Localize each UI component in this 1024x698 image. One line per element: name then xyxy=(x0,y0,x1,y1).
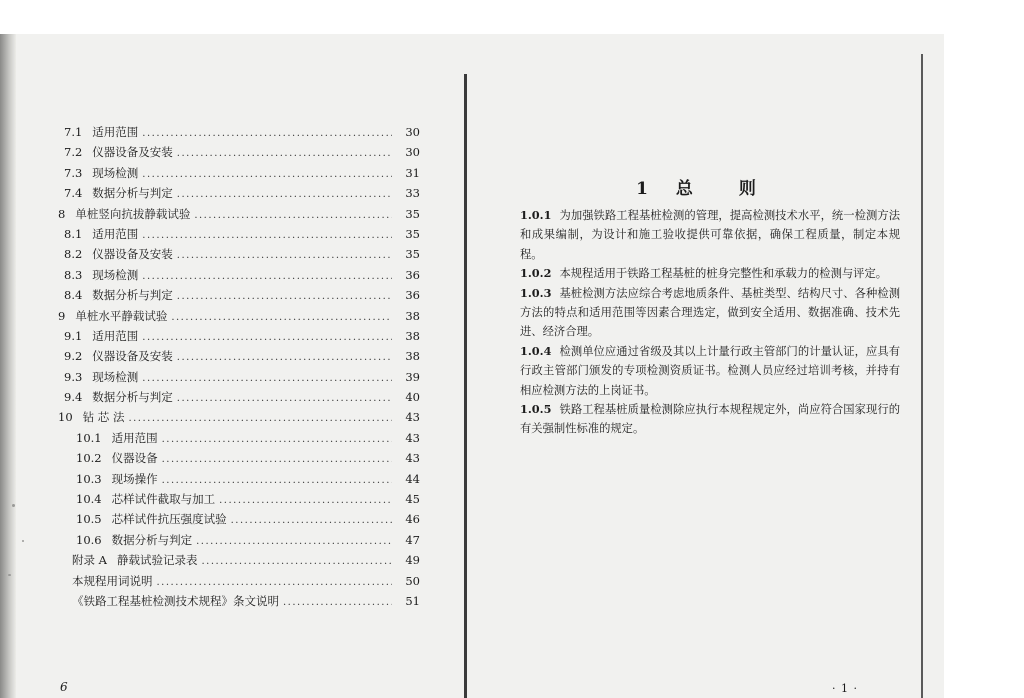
toc-entry-title: 适用范围 xyxy=(92,226,139,241)
toc-entry xyxy=(0,244,420,264)
toc-entry-number: 7.1 xyxy=(64,125,83,139)
toc-entry xyxy=(0,448,420,468)
scan-speck xyxy=(12,504,15,507)
toc-entry-number: 10.1 xyxy=(76,430,102,445)
toc-entry xyxy=(0,509,420,529)
toc-entry-page: 44 xyxy=(405,471,420,486)
clause-text: 检测单位应通过省级及其以上计量行政主管部门的计量认证，应具有行政主管部门颁发的专项检测资质证书。检测人员应经过培训考核，并持有相应检测方法的上岗证书。 xyxy=(520,344,900,397)
toc-entry-title: 适用范围 xyxy=(92,125,139,139)
left-page-number: 6 xyxy=(60,680,68,694)
toc-entry-number: 10.5 xyxy=(76,512,102,527)
toc-entry-number: 10.4 xyxy=(76,492,102,507)
toc-entry-page: 40 xyxy=(405,390,420,405)
clause-paragraph xyxy=(520,400,900,439)
toc-leader-dots xyxy=(283,593,392,613)
toc-entry-number: 附录 A xyxy=(72,553,107,568)
toc-entry xyxy=(0,224,420,244)
clause-paragraph xyxy=(520,342,900,400)
toc-entry-page: 38 xyxy=(405,308,420,323)
clause-number: 1.0.3 xyxy=(520,285,552,300)
toc-entry-page: 31 xyxy=(405,165,420,180)
toc-leader-dots xyxy=(231,511,392,531)
toc-leader-dots xyxy=(177,246,392,266)
toc-entry xyxy=(0,122,420,142)
clause-number: 1.0.4 xyxy=(520,343,552,358)
toc-entry-number: 7.2 xyxy=(64,145,83,160)
toc-entry-number: 7.4 xyxy=(64,186,83,201)
toc-leader-dots xyxy=(142,165,392,185)
toc-entry-title: 数据分析与判定 xyxy=(92,390,173,405)
toc-entry-title: 仪器设备及安装 xyxy=(92,349,173,364)
toc-entry-page: 43 xyxy=(405,430,420,445)
toc-leader-dots xyxy=(177,389,392,409)
toc-entry xyxy=(0,204,420,224)
toc-entry-title: 适用范围 xyxy=(92,328,139,343)
toc-entry xyxy=(0,407,420,427)
toc-entry-page: 46 xyxy=(405,512,420,527)
toc-leader-dots xyxy=(177,287,392,307)
toc-entry-page: 43 xyxy=(405,451,420,466)
toc-entry-page: 35 xyxy=(405,226,420,241)
chapter-title: 总 则 xyxy=(675,179,776,199)
toc-entry-page: 39 xyxy=(405,369,420,384)
toc-entry-number: 10.6 xyxy=(76,532,102,547)
toc-entry-title: 适用范围 xyxy=(111,430,158,445)
toc-entry-page: 30 xyxy=(405,125,420,139)
chapter-number: 1 xyxy=(636,179,650,199)
clause-number: 1.0.2 xyxy=(520,266,552,281)
toc-leader-dots xyxy=(142,124,392,144)
toc-entry-number: 8.1 xyxy=(64,226,83,241)
toc-entry xyxy=(0,326,420,346)
toc-entry xyxy=(0,387,420,407)
toc-entry-page: 51 xyxy=(405,593,420,608)
toc-entry-number: 9.3 xyxy=(64,369,83,384)
toc-entry-title: 仪器设备及安装 xyxy=(92,247,173,262)
toc-entry-title: 芯样试件抗压强度试验 xyxy=(111,512,227,527)
toc-entry-number: 10 xyxy=(58,410,73,425)
toc-entry-number: 9 xyxy=(58,308,66,323)
clause-list xyxy=(520,206,900,439)
toc-entry xyxy=(0,265,420,285)
toc-entry-title: 钻 芯 法 xyxy=(82,410,125,425)
toc-leader-dots xyxy=(128,409,392,429)
toc-entry xyxy=(0,591,420,611)
page-edge xyxy=(921,54,923,698)
toc-leader-dots xyxy=(219,491,392,511)
toc-entry-title: 现场检测 xyxy=(92,267,139,282)
scan-speck xyxy=(22,540,24,542)
toc-entry-title: 单桩水平静载试验 xyxy=(75,308,168,323)
toc-entry xyxy=(0,367,420,387)
toc-entry-page: 36 xyxy=(405,288,420,303)
toc-leader-dots xyxy=(142,226,392,246)
toc-entry-page: 38 xyxy=(405,328,420,343)
toc-entry-title: 现场检测 xyxy=(92,165,139,180)
toc-entry-title: 数据分析与判定 xyxy=(111,532,193,547)
toc-leader-dots xyxy=(177,348,392,368)
toc-entry-number: 10.2 xyxy=(76,451,102,466)
toc-entry xyxy=(0,285,420,305)
toc-entry xyxy=(0,469,420,489)
toc-leader-dots xyxy=(194,206,392,226)
clause-text: 本规程适用于铁路工程基桩的桩身完整性和承载力的检测与评定。 xyxy=(559,267,888,281)
toc-entry-page: 30 xyxy=(405,145,420,160)
toc-leader-dots xyxy=(177,185,392,205)
toc-entry-title: 数据分析与判定 xyxy=(92,288,173,303)
toc-entry-page: 45 xyxy=(405,492,420,507)
toc-entry-page: 49 xyxy=(405,553,420,568)
toc-entry-number: 9.2 xyxy=(64,349,83,364)
toc-leader-dots xyxy=(142,267,392,287)
page-gutter xyxy=(464,74,467,698)
scanned-spread xyxy=(0,34,944,698)
toc-entry-title: 仪器设备 xyxy=(111,451,158,466)
toc-entry-title: 单桩竖向抗拔静载试验 xyxy=(75,206,191,221)
clause-text: 铁路工程基桩质量检测除应执行本规程规定外，尚应符合国家现行的有关强制性标准的规定。 xyxy=(520,403,900,436)
toc-entry-title: 芯样试件截取与加工 xyxy=(111,492,216,507)
toc-leader-dots xyxy=(157,573,393,593)
toc-entry-title: 现场检测 xyxy=(92,369,139,384)
clause-paragraph xyxy=(520,206,900,264)
toc-entry xyxy=(0,489,420,509)
toc-entry-title: 现场操作 xyxy=(111,471,158,486)
toc-entry xyxy=(0,306,420,326)
toc-leader-dots xyxy=(162,471,392,491)
chapter-heading xyxy=(468,174,944,199)
clause-number: 1.0.5 xyxy=(520,402,552,417)
toc-entry xyxy=(0,428,420,448)
left-page xyxy=(0,34,466,698)
toc-entry-number: 10.3 xyxy=(76,471,102,486)
toc-entry-page: 36 xyxy=(405,267,420,282)
toc-entry xyxy=(0,163,420,183)
toc-entry-page: 35 xyxy=(405,247,420,262)
clause-text: 为加强铁路工程基桩检测的管理，提高检测技术水平，统一检测方法和成果编制，为设计和施工验收提供可靠依据，确保工程质量，制定本规程。 xyxy=(520,209,900,261)
clause-paragraph xyxy=(520,284,900,342)
toc-leader-dots xyxy=(162,430,392,450)
clause-text: 基桩检测方法应综合考虑地质条件、基桩类型、结构尺寸、各种检测方法的特点和适用范围等因素合理选定，做到安全适用、数据准确、技术先进、经济合理。 xyxy=(520,286,900,339)
toc-entry-number: 8 xyxy=(58,206,66,221)
toc-entry-number: 9.4 xyxy=(64,390,83,405)
toc-entry-number: 8.4 xyxy=(64,288,83,303)
toc-leader-dots xyxy=(142,328,392,348)
table-of-contents xyxy=(0,122,420,611)
toc-entry-page: 50 xyxy=(405,573,420,588)
toc-entry xyxy=(0,183,420,203)
toc-leader-dots xyxy=(142,369,392,389)
toc-entry xyxy=(0,571,420,591)
right-page-number: · 1 · xyxy=(832,682,858,695)
toc-entry-page: 47 xyxy=(405,532,420,547)
toc-entry xyxy=(0,142,420,162)
toc-entry-number: 8.2 xyxy=(64,247,83,262)
toc-entry-title: 本规程用词说明 xyxy=(72,573,153,588)
toc-entry-number: 8.3 xyxy=(64,267,83,282)
toc-leader-dots xyxy=(162,450,392,470)
right-page xyxy=(468,34,944,698)
toc-entry-number: 7.3 xyxy=(64,165,83,180)
toc-entry xyxy=(0,530,420,550)
toc-entry xyxy=(0,346,420,366)
toc-entry-title: 数据分析与判定 xyxy=(92,186,173,201)
toc-entry-title: 静载试验记录表 xyxy=(116,553,198,568)
toc-entry xyxy=(0,550,420,570)
scan-speck xyxy=(8,574,11,576)
toc-entry-page: 38 xyxy=(405,349,420,364)
toc-entry-title: 仪器设备及安装 xyxy=(92,145,173,160)
toc-leader-dots xyxy=(177,144,392,164)
clause-paragraph xyxy=(520,264,900,283)
clause-number: 1.0.1 xyxy=(520,208,552,222)
toc-leader-dots xyxy=(171,308,392,328)
toc-entry-page: 35 xyxy=(405,206,420,221)
toc-leader-dots xyxy=(196,532,392,552)
toc-entry-title: 《铁路工程基桩检测技术规程》条文说明 xyxy=(72,593,279,608)
toc-entry-number: 9.1 xyxy=(64,328,83,343)
toc-entry-page: 33 xyxy=(405,186,420,201)
toc-leader-dots xyxy=(201,552,392,572)
toc-entry-page: 43 xyxy=(405,410,420,425)
